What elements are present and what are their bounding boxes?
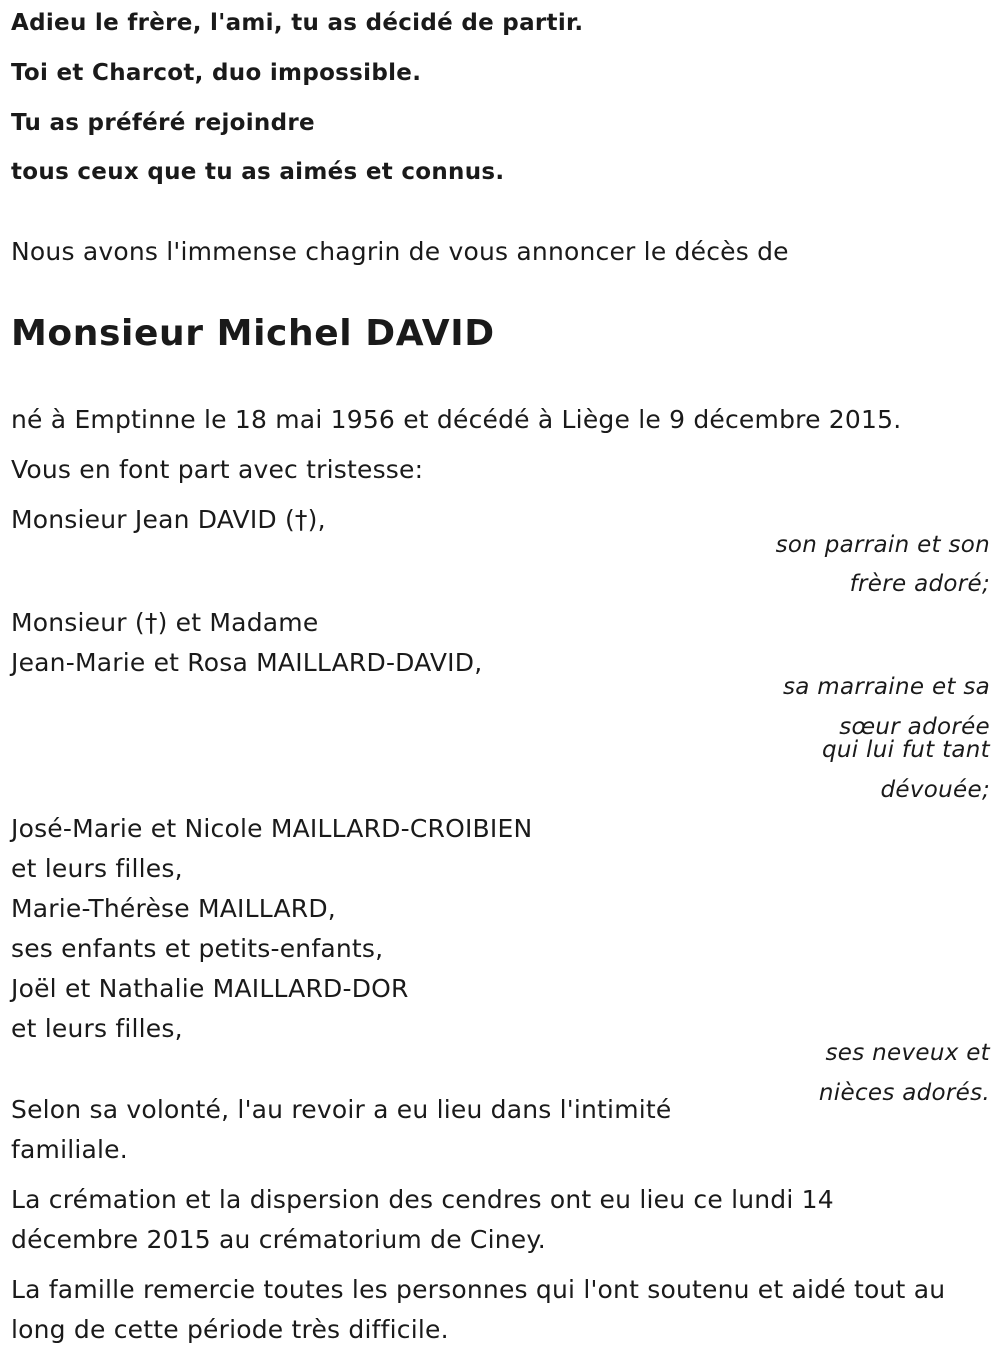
- family-member-maillard-david: Jean-Marie et Rosa MAILLARD-DAVID,: [11, 648, 483, 677]
- relation-label: son parrain et son: [775, 532, 990, 558]
- thanks-text: La famille remercie toutes les personnes qui l'ont soutenu et aidé tout au long de cette période très difficile.: [11, 1275, 946, 1344]
- farewell-text: Selon sa volonté, l'au revoir a eu lieu dans l'intimité familiale.: [11, 1095, 672, 1164]
- deceased-name: Monsieur Michel DAVID: [11, 313, 495, 354]
- relation-label: frère adoré;: [849, 571, 990, 597]
- poem-line: tous ceux que tu as aimés et connus.: [11, 159, 505, 185]
- poem-line: Toi et Charcot, duo impossible.: [11, 60, 422, 86]
- relation-label: nièces adorés.: [818, 1080, 990, 1106]
- family-member-nephews: Marie-Thérèse MAILLARD,: [11, 894, 336, 923]
- family-member-maillard-david: Monsieur (†) et Madame: [11, 608, 319, 637]
- intro-text: Nous avons l'immense chagrin de vous annoncer le décès de: [11, 237, 789, 266]
- relation-label: sa marraine et sa: [783, 674, 990, 700]
- relation-label: sœur adorée: [839, 714, 990, 740]
- family-member-nephews: et leurs filles,: [11, 1014, 183, 1043]
- announcement-text: Vous en font part avec tristesse:: [11, 455, 424, 484]
- poem-line: Tu as préféré rejoindre: [11, 110, 315, 136]
- family-member-nephews: Joël et Nathalie MAILLARD-DOR: [11, 974, 409, 1003]
- cremation-text: La crémation et la dispersion des cendres ont eu lieu ce lundi 14 décembre 2015 au crématorium de Ciney.: [11, 1185, 834, 1254]
- relation-label: qui lui fut tant: [821, 737, 990, 763]
- relation-label: dévouée;: [880, 777, 990, 803]
- family-member-nephews: ses enfants et petits-enfants,: [11, 934, 384, 963]
- poem-line: Adieu le frère, l'ami, tu as décidé de partir.: [11, 10, 584, 36]
- relation-label: ses neveux et: [825, 1040, 990, 1066]
- birth-death-dates: né à Emptinne le 18 mai 1956 et décédé à Liège le 9 décembre 2015.: [11, 405, 902, 434]
- family-member-nephews: José-Marie et Nicole MAILLARD-CROIBIEN: [11, 814, 533, 843]
- family-member-nephews: et leurs filles,: [11, 854, 183, 883]
- family-member-jean: Monsieur Jean DAVID (†),: [11, 505, 326, 534]
